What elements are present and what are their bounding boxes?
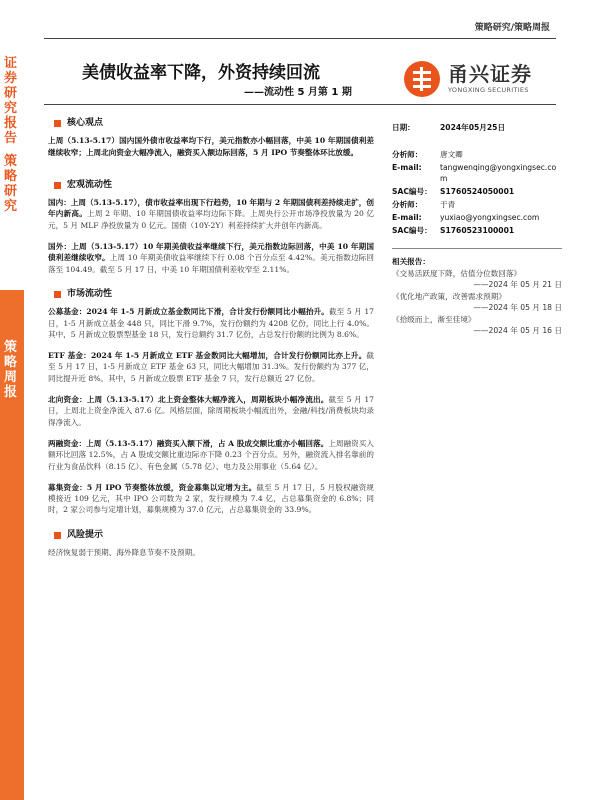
sidebar-top — [0, 0, 24, 290]
related-report-link[interactable]: 《交易活跃度下降，估值分位数回落》 — [392, 269, 522, 278]
paragraph-text: 经济恢复弱于预期、海外降息节奏不及预期。 — [48, 548, 200, 558]
related-report-date: ——2024 年 05 月 18 日 — [473, 303, 562, 312]
related-report-date: ——2024 年 05 月 16 日 — [473, 326, 562, 335]
section-title: 风险提示 — [67, 529, 104, 540]
paragraph-lead: 北向资金：上周（5.13-5.17）北上资金整体大幅净流入，周期板块小幅净流出。 — [48, 395, 329, 405]
report-date: 2024年05月25日 — [440, 123, 506, 132]
section-title: 宏观流动性 — [67, 179, 113, 190]
paragraph — [48, 482, 374, 516]
paragraph — [48, 394, 374, 428]
logo-subtitle: YONGXING SECURITIES — [448, 86, 529, 94]
paragraph-text: 截至 5 月 17 日，1-5 月新成立基金 448 只，同比下滑 9.7%，发行份额约为 4208 亿份，同比上行 4.0%。其中，5 月新成立股票型基金 18 只，发行总额约 31.7 亿份，占总发行份额的比例为 8.6%。 — [48, 307, 374, 339]
related-report-link[interactable]: 《优化地产政策，改善需求预期》 — [392, 292, 506, 301]
paragraph-text: 截至 5 月 17 日，5 月股权融资规模接近 109 亿元，其中 IPO 公司数为 2 家，发行规模为 7.4 亿，占总募集资金的 6.8%；同时，2 家公司参与定增计划，募集规模为 37.0 亿元，占总募集资金的 33.9%。 — [48, 482, 374, 515]
header-divider — [44, 38, 556, 39]
paragraph-lead: 国内：上周（5.13-5.17），债市收益率出现下行趋势，10 年期与 2 年期国债利差持续走扩，创年内新高。 — [48, 198, 374, 219]
paragraph-text: 上周融资买入额环比回落 12.5%，占 A 股成交额比重边际亦下降 0.23 个百分点。另外，融资流入排名靠前的行业为食品饮料（8.15 亿）、有色金属（5.78 亿）、电力及公用事业（5.64 亿）。 — [48, 438, 374, 471]
square-bullet-icon — [54, 291, 61, 298]
header-category: 策略研究/策略周报 — [474, 23, 550, 33]
paragraph — [48, 350, 374, 384]
sidebar-band — [0, 290, 24, 800]
main-content — [46, 110, 374, 558]
section-title: 核心观点 — [67, 118, 104, 128]
paragraph — [48, 197, 374, 231]
paragraph-text: 上周（5.13-5.17）国内国外债市收益率均下行，美元指数亦小幅回落，中美 10 年期国债利差继续收窄；上周北向资金大幅净流入，融资买入额边际回落，5 月 IPO 节奏整体环比放缓。 — [48, 136, 374, 157]
sac-label: SAC编号： — [392, 226, 432, 235]
email-label: E-mail: — [392, 163, 422, 172]
related-divider — [392, 248, 562, 249]
email-link[interactable]: yuxiao@yongxingsec.com — [440, 213, 540, 222]
page-title: 美债收益率下降，外资持续回流 — [82, 63, 320, 83]
analyst-row — [392, 149, 562, 160]
paragraph-lead: 国外：上周（5.13-5.17）10 年期美债收益率继续下行，美元指数边际回落，中美 10 年期国债利差继续收窄。 — [48, 242, 374, 263]
info-panel — [392, 120, 562, 336]
related-report-date: ——2024 年 05 月 21 日 — [473, 280, 562, 289]
paragraph — [48, 438, 374, 472]
logo-name: 甬兴证券 — [448, 62, 532, 86]
date-label: 日期： — [392, 123, 415, 132]
analyst-label: 分析师： — [392, 150, 423, 159]
sac-row — [392, 186, 562, 197]
paragraph-lead: ETF 基金：2024 年 1-5 月新成立 ETF 基金数同比大幅增加，合计发行份额同比亦上升。 — [48, 351, 367, 361]
sac-number: S1760523100001 — [440, 226, 515, 235]
email-row — [392, 212, 562, 223]
section-heading — [46, 118, 374, 129]
square-bullet-icon — [54, 532, 61, 539]
paragraph-text: 上周 10 年期美债收益率继续下行 0.08 个百分点至 4.42%。美元指数边际回落至 104.49。截至 5 月 17 日，中美 10 年期国债利差收窄至 2.11%。 — [48, 253, 375, 274]
related-heading: 相关报告： — [392, 257, 430, 266]
sidebar-report-type: 证券研究报告 — [4, 56, 18, 146]
section-title: 市场流动性 — [67, 288, 113, 299]
section-heading — [46, 289, 374, 300]
analyst-row — [392, 199, 562, 210]
sac-label: SAC编号： — [392, 187, 432, 196]
paragraph-lead: 募集资金：5 月 IPO 节奏整体放缓，资金募集以定增为主。 — [48, 482, 257, 492]
header-divider-2 — [44, 104, 556, 105]
analyst-label: 分析师： — [392, 200, 423, 209]
page-subtitle: ——流动性 5 月第 1 期 — [244, 87, 352, 98]
square-bullet-icon — [54, 182, 61, 189]
email-link[interactable]: tangwenqing@yongxingsec.com — [440, 163, 557, 183]
email-label: E-mail: — [392, 213, 422, 222]
paragraph-text: 截至 5 月 17 日，上周北上资金净流入 87.6 亿。风格层面，除周期板块小幅流出外，金融/科技/消费板块均录得净流入。 — [48, 395, 374, 427]
date-row — [392, 122, 562, 133]
paragraph — [48, 241, 374, 275]
paragraph — [48, 306, 374, 340]
sac-row — [392, 225, 562, 236]
paragraph-text: 上周 2 年期、10 年期国债收益率均边际下降。上周央行公开市场净投放量为 20 亿元，5 月 MLF 净投放量为 0 亿元。国债（10Y-2Y）利差持续扩大并创年内新高。 — [48, 209, 374, 230]
section-heading — [46, 180, 374, 191]
sac-number: S1760524050001 — [440, 187, 515, 196]
paragraph-lead: 两融资金：上周（5.13-5.17）融资买入额下滑，占 A 股成交额比重亦小幅回落。 — [48, 438, 329, 448]
sidebar-band-label: 策略周报 — [4, 340, 18, 400]
sidebar-category: 策略研究 — [4, 154, 18, 214]
sidebar — [0, 0, 24, 800]
paragraph — [48, 135, 374, 158]
paragraph — [48, 547, 374, 558]
square-bullet-icon — [54, 120, 61, 127]
email-row — [392, 162, 562, 184]
analyst-name: 唐文卿 — [440, 150, 463, 159]
paragraph-text: 截至 5 月 17 日，1-5 月新成立 ETF 基金 63 只，同比大幅增加 31.3%。发行份额约为 377 亿，同比提升近 8%。其中，5 月新成立股票 ETF 基金 7 只，发行总额近 27 亿份。 — [48, 351, 374, 383]
section-heading — [46, 530, 374, 541]
related-report-link[interactable]: 《拾级而上，渐至佳境》 — [392, 315, 476, 324]
analyst-name: 于青 — [440, 200, 456, 209]
paragraph-lead: 公募基金：2024 年 1-5 月新成立基金数同比下滑，合计发行份额同比小幅抬升。 — [48, 307, 329, 317]
